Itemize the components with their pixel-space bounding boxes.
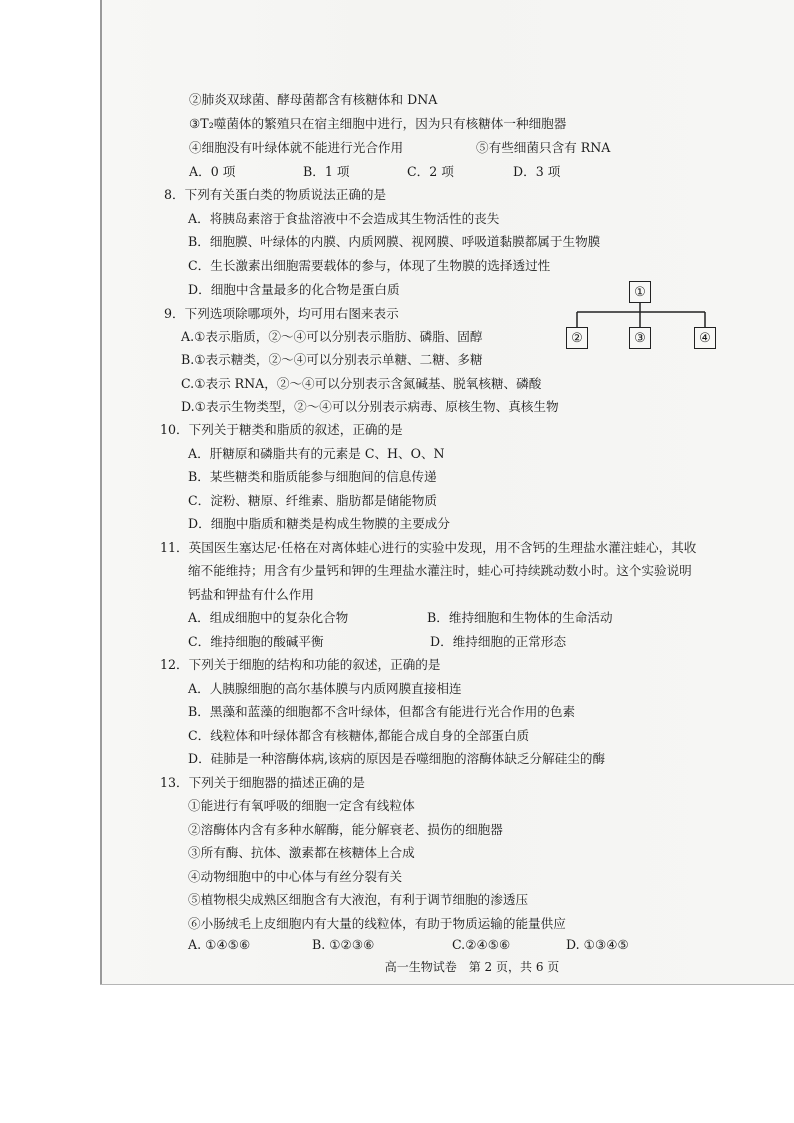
q9-stem: 9．下列选项除哪项外，均可用右图来表示 [164,306,399,321]
q13-option-b: B. ①②③⑥ [312,937,375,952]
q12-option-c: C．线粒体和叶绿体都含有核糖体,都能合成自身的全部蛋白质 [188,728,530,743]
diagram-node-left: ② [566,327,588,349]
q10-option-d: D．细胞中脂质和糖类是构成生物膜的主要成分 [188,516,450,531]
q8-option-c: C．生长激素出细胞需要载体的参与，体现了生物膜的选择透过性 [188,258,551,273]
q11-option-d: D．维持细胞的正常形态 [430,634,567,649]
q13-options [0,933,794,957]
q8-stem: 8．下列有关蛋白类的物质说法正确的是 [164,187,387,202]
q12-option-d: D．硅肺是一种溶酶体病,该病的原因是吞噬细胞的溶酶体缺乏分解硅尘的酶 [188,751,606,766]
q13-statement-2: ②溶酶体内含有多种水解酶，能分解衰老、损伤的细胞器 [188,822,503,837]
q9-option-a: A.①表示脂质，②～④可以分别表示脂肪、磷脂、固醇 [181,329,483,344]
q13-statement-4: ④动物细胞中的中心体与有丝分裂有关 [188,869,403,884]
q10-option-b: B．某些糖类和脂质能参与细胞间的信息传递 [188,469,437,484]
pre-item-2: ②肺炎双球菌、酵母菌都含有核糖体和 DNA [189,92,438,107]
scan-margin [0,985,794,1123]
pre-item-3: ③T₂噬菌体的繁殖只在宿主细胞中进行，因为只有核糖体一种细胞器 [189,116,567,131]
q9-option-c: C.①表示 RNA，②～④可以分别表示含氮碱基、脱氧核糖、磷酸 [181,376,542,391]
pre-option-b: B．1 项 [303,164,350,179]
q11-stem-line-3: 钙盐和钾盐有什么作用 [188,587,314,602]
q13-statement-5: ⑤植物根尖成熟区细胞含有大液泡，有利于调节细胞的渗透压 [188,892,529,907]
q11-option-a: A．组成细胞中的复杂化合物 [188,610,349,625]
q10-option-c: C．淀粉、糖原、纤维素、脂肪都是储能物质 [188,493,437,508]
q12-stem: 12．下列关于细胞的结构和功能的叙述，正确的是 [160,657,441,672]
pre-item-5: ⑤有些细菌只含有 RNA [476,140,611,155]
q8-option-b: B．细胞膜、叶绿体的内膜、内质网膜、视网膜、呼吸道黏膜都属于生物膜 [188,234,601,249]
q13-option-a: A. ①④⑤⑥ [188,937,251,952]
diagram-node-top: ① [629,281,651,303]
page-footer [0,958,794,975]
q13-statement-3: ③所有酶、抗体、激素都在核糖体上合成 [188,845,415,860]
pre-option-c: C．2 项 [407,164,454,179]
q11-option-c: C．维持细胞的酸碱平衡 [188,634,324,649]
page-left-edge [100,0,102,985]
q13-statement-6: ⑥小肠绒毛上皮细胞内有大量的线粒体，有助于物质运输的能量供应 [188,916,566,931]
q8-option-d: D．细胞中含量最多的化合物是蛋白质 [188,282,400,297]
pre-item-4: ④细胞没有叶绿体就不能进行光合作用 [189,140,404,155]
pre-option-a: A．0 项 [189,164,236,179]
q12-option-b: B．黑藻和蓝藻的细胞都不含叶绿体，但都含有能进行光合作用的色素 [188,704,576,719]
q10-stem: 10．下列关于糖类和脂质的叙述，正确的是 [160,422,403,437]
pre-option-d: D．3 项 [513,164,561,179]
hierarchy-diagram [566,279,720,351]
q10-option-a: A．肝糖原和磷脂共有的元素是 C、H、O、N [188,446,445,461]
q8-option-a: A．将胰岛素溶于食盐溶液中不会造成其生物活性的丧失 [188,211,500,226]
q9-option-d: D.①表示生物类型，②～④可以分别表示病毒、原核生物、真核生物 [181,399,559,414]
diagram-node-middle: ③ [629,327,651,349]
q11-stem-line-1: 11．英国医生塞达尼·任格在对离体蛙心进行的实验中发现，用不含钙的生理盐水灌注蛙心，其收 [160,540,697,555]
q12-option-a: A．人胰腺细胞的高尔基体膜与内质网膜直接相连 [188,681,462,696]
q13-statement-1: ①能进行有氧呼吸的细胞一定含有线粒体 [188,798,415,813]
q13-option-c: C.②④⑤⑥ [452,937,511,952]
page-bottom-edge [100,984,794,985]
pre-options [0,160,794,184]
q11-stem-line-2: 缩不能维持；用含有少量钙和钾的生理盐水灌注时，蛙心可持续跳动数小时。这个实验说明 [188,563,692,578]
q9-option-b: B.①表示糖类，②～④可以分别表示单糖、二糖、多糖 [181,352,483,367]
diagram-node-right: ④ [694,327,716,349]
footer-page-number: 高一生物试卷 第 2 页，共 6 页 [384,960,560,974]
q13-stem: 13．下列关于细胞器的描述正确的是 [160,775,365,790]
q11-option-b: B．维持细胞和生物体的生命活动 [427,610,613,625]
q13-option-d: D. ①③④⑤ [566,937,629,952]
